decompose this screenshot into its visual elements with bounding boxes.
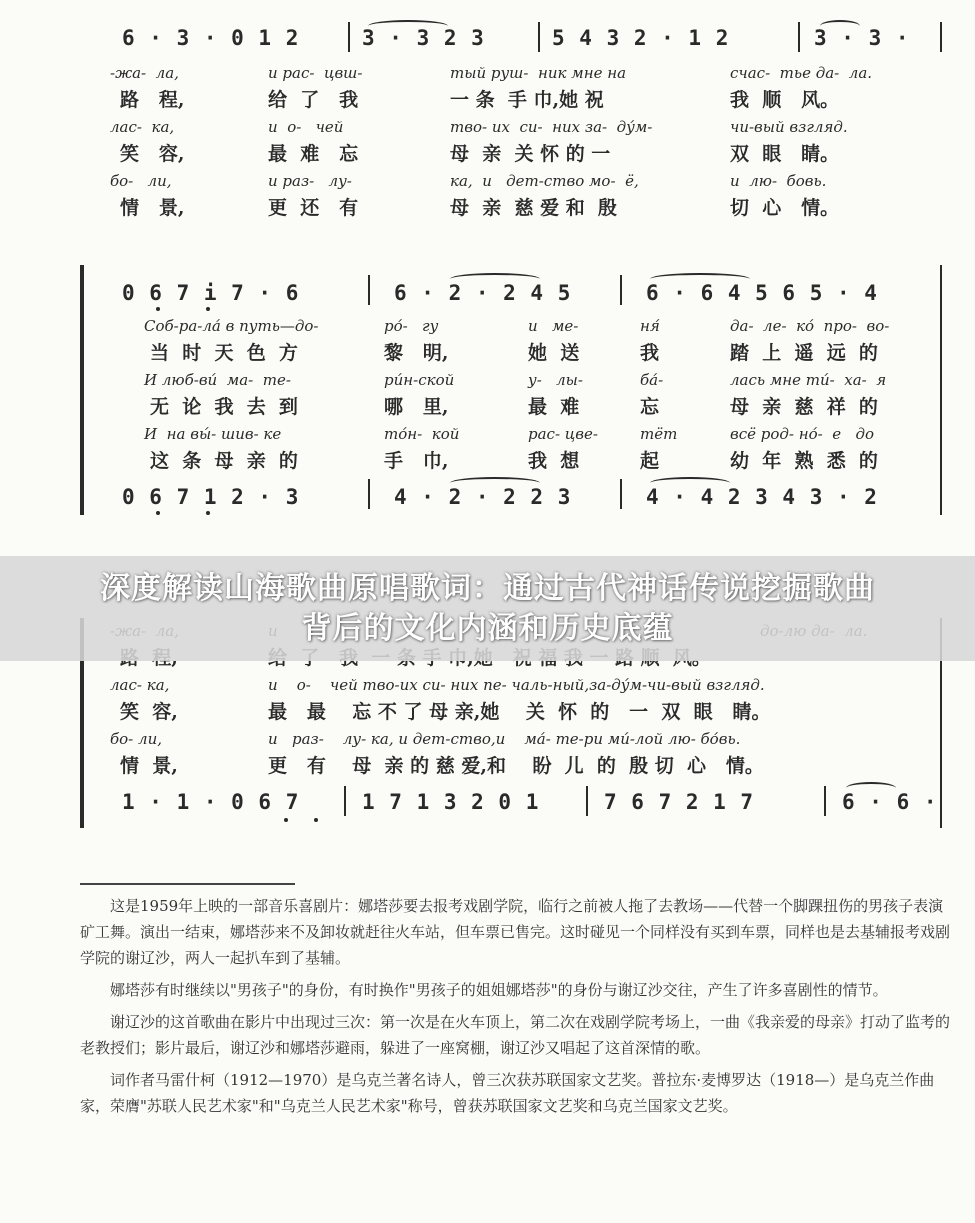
- barline: [824, 786, 826, 816]
- notation-row: [80, 281, 950, 315]
- lyric-line: И люб-ви́ ма- те- ри́н-ской у- лы- ба́- лась мне ти́- ха- я: [144, 371, 887, 389]
- score-system-2: [80, 265, 950, 525]
- footnote-paragraph: 词作者马雷什柯（1912—1970）是乌克兰著名诗人，曾三次获苏联国家文艺奖。普拉东·麦博罗达（1918—）是乌克兰作曲家，荣膺"苏联人民艺术家"和"乌克兰人民艺术家"称号，曾获苏联国家文艺奖和乌克兰国家文艺奖。: [80, 1071, 935, 1115]
- slur: [450, 273, 540, 285]
- barline: [538, 22, 540, 52]
- lyric-line: лас- ка, и о- чей тво- их си- них за- ду́м- чи-вый взгляд.: [110, 118, 848, 136]
- measure: 3 · 3 2 3: [362, 26, 485, 50]
- notation-row: [80, 485, 950, 519]
- octave-dot: [314, 818, 318, 822]
- score-system-1: [80, 14, 950, 224]
- measure: 5 4 3 2 · 1 2: [552, 26, 730, 50]
- lyric-line: 情 景, 更 有 母 亲 的 慈 爱,和 盼 儿 的 殷 切 心 情。: [120, 755, 764, 777]
- lyric-line: 无 论 我 去 到 哪 里, 最 难 忘 母 亲 慈 祥 的: [150, 396, 878, 418]
- lyric-line: -жа- ла, и рас- цвш- тый руш- ник мне на счас- тье да- ла.: [110, 64, 873, 82]
- lyric-line: бо- ли, и раз- лу- ка, и дет-ство мо- ё, и лю- бовь.: [110, 172, 827, 190]
- lyric-line: 当 时 天 色 方 黎 明, 她 送 我 踏 上 遥 远 的: [150, 342, 878, 364]
- barline: [368, 479, 370, 509]
- slur: [846, 782, 896, 794]
- octave-dot: [156, 307, 160, 311]
- measure: 4 · 2 · 2 2 3: [394, 485, 572, 509]
- octave-dot: [284, 818, 288, 822]
- lyric-line: Соб-ра-ла́ в путь—до- ро́- гу и ме- ня́ да- ле- ко́ про- во-: [144, 317, 890, 335]
- footnote-rule: [80, 883, 295, 885]
- measure: 1 7 1 3 2 0 1: [362, 790, 540, 814]
- measure: 0 6 7 1 2 · 3: [122, 485, 300, 509]
- barline: [940, 22, 942, 52]
- measure: 6 · 3 · 0 1 2: [122, 26, 300, 50]
- barline: [620, 275, 622, 305]
- barline: [348, 22, 350, 52]
- measure: 7 6 7 2 1 7: [604, 790, 755, 814]
- banner-title-line-1: 深度解读山海歌曲原唱歌词：通过古代神话传说挖掘歌曲: [100, 570, 875, 606]
- lyrics-block: [80, 60, 950, 222]
- lyric-line: бо- ли, и раз- лу- ка, и дет-ство,и ма́- те-ри ми́-лой лю- бо́вь.: [110, 730, 741, 748]
- measure: 4 · 4 2 3 4 3 · 2: [646, 485, 878, 509]
- notation-row: [80, 790, 950, 824]
- lyrics-block: [80, 313, 950, 475]
- barline: [586, 786, 588, 816]
- lyric-line: 路 程, 给 了 我 一 条 手 巾,她 祝 我 顺 风。: [120, 89, 840, 111]
- title-banner: [0, 556, 975, 661]
- lyric-line: 情 景, 更 还 有 母 亲 慈 爱 和 殷 切 心 情。: [120, 197, 840, 219]
- lyric-line: 笑 容, 最 难 忘 母 亲 关 怀 的 一 双 眼 睛。: [120, 143, 840, 165]
- measure: 6 · 2 · 2 4 5: [394, 281, 572, 305]
- footnote-paragraph: 谢辽沙的这首歌曲在影片中出现过三次：第一次是在火车顶上，第二次在戏剧学院考场上，一曲《我亲爱的母亲》打动了监考的老教授们；影片最后，谢辽沙和娜塔莎避雨，躲进了一座窝棚，谢辽沙又唱起了这首深情的歌。: [80, 1013, 951, 1057]
- slur: [368, 20, 448, 32]
- barline: [368, 275, 370, 305]
- slur: [650, 477, 730, 489]
- slur: [450, 477, 540, 489]
- barline: [798, 22, 800, 52]
- octave-dot: [206, 511, 210, 515]
- octave-dot: [156, 511, 160, 515]
- measure: 6 · 6 ·: [842, 790, 938, 814]
- lyric-line: лас- ка, и о- чей тво-их си- них пе- чаль-ный,за-ду́м-чи-вый взгляд.: [110, 676, 765, 694]
- octave-dot: [206, 307, 210, 311]
- footnote-paragraph: 娜塔莎有时继续以"男孩子"的身份，有时换作"男孩子的姐姐娜塔莎"的身份与谢辽沙交往，产生了许多喜剧性的情节。: [110, 981, 888, 999]
- footnote-paragraph: 这是1959年上映的一部音乐喜剧片：娜塔莎要去报考戏剧学院，临行之前被人拖了去教场——代替一个脚踝扭伤的男孩子表演矿工舞。演出一结束，娜塔莎来不及卸妆就赶往火车站，但车票已售完。这时碰见一个同样没有买到车票，同样也是去基辅报考戏剧学院的谢辽沙，两人一起扒车到了基辅。: [80, 897, 951, 967]
- lyric-line: 笑 容, 最 最 忘 不 了 母 亲,她 关 怀 的 一 双 眼 睛。: [120, 701, 771, 723]
- measure: 3 · 3 ·: [814, 26, 910, 50]
- slur: [820, 20, 860, 32]
- barline: [344, 786, 346, 816]
- slur: [650, 273, 750, 285]
- banner-title-line-2: 背后的文化内涵和历史底蕴: [301, 610, 674, 646]
- lyric-line: 这 条 母 亲 的 手 巾, 我 想 起 幼 年 熟 悉 的: [150, 450, 878, 472]
- footnote-text: [80, 893, 950, 1125]
- barline: [620, 479, 622, 509]
- measure: 0 6 7 i 7 · 6: [122, 281, 300, 305]
- lyric-line: И на вы́- шив- ке то́н- кой рас- цве- тёт всё род- но́- е до: [144, 425, 874, 443]
- measure: 1 · 1 · 0 6 7: [122, 790, 300, 814]
- measure: 6 · 6 4 5 6 5 · 4: [646, 281, 878, 305]
